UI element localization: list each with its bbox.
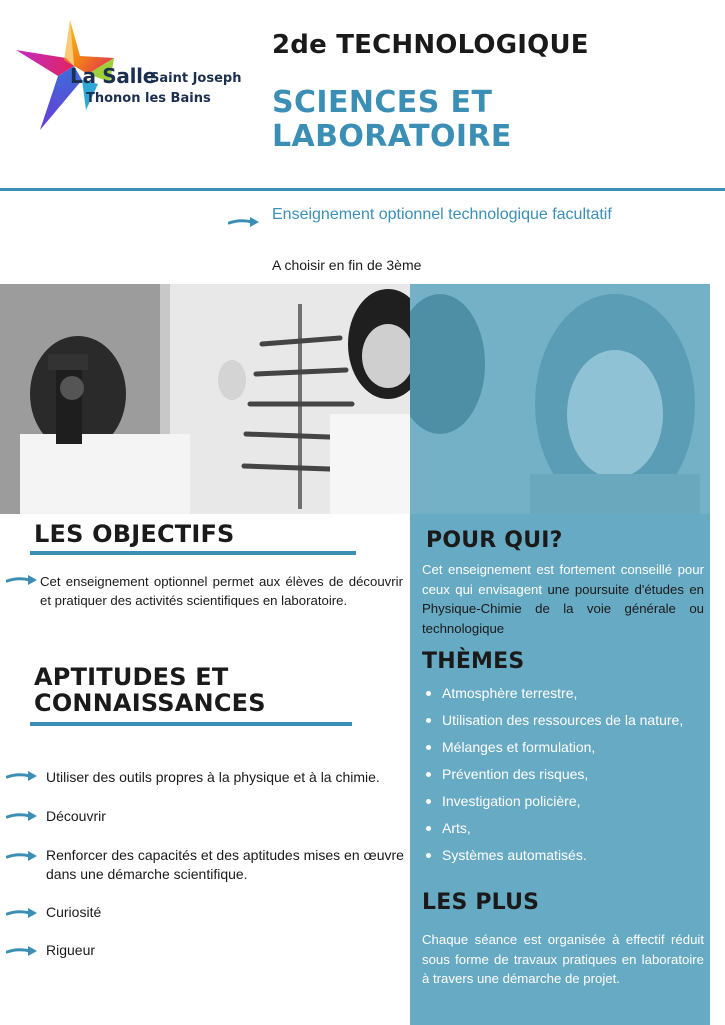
- objectifs-text: Cet enseignement optionnel permet aux élèves de découvrir et pratiquer des activités scientifiques en laboratoire.: [40, 574, 403, 608]
- themes-list: [424, 684, 704, 873]
- logo-text-thonon: Thonon les Bains: [86, 91, 211, 106]
- arrow-right-icon: [6, 945, 38, 957]
- page-title: 2de TECHNOLOGIQUE: [272, 30, 589, 60]
- page-subtitle: [272, 86, 632, 154]
- theme-item: Mélanges et formulation,: [424, 738, 704, 756]
- theme-item: Prévention des risques,: [424, 765, 704, 783]
- logo-text-la-salle: La Salle: [70, 64, 156, 88]
- student-photo-illustration: [410, 284, 710, 514]
- arrow-right-icon: [6, 810, 38, 822]
- arrow-right-icon: [228, 216, 260, 228]
- pour-qui-text-dark: une poursuite d'études en Physique-Chimie de la voie générale ou technologique: [422, 581, 704, 636]
- subtitle-line-2: LABORATOIRE: [272, 119, 512, 154]
- les-plus-heading: LES PLUS: [422, 890, 540, 915]
- logo-text-saint-joseph: Saint Joseph: [150, 71, 242, 86]
- objectifs-divider: [30, 551, 356, 555]
- pour-qui-text: [422, 560, 704, 638]
- aptitude-item: Découvrir: [46, 808, 106, 824]
- header-divider: [0, 188, 725, 191]
- pour-qui-text-light: Cet enseignement est fortement conseillé pour ceux qui envisagent: [422, 562, 704, 597]
- arrow-right-icon: [6, 574, 38, 586]
- aptitude-item: Renforcer des capacités et des aptitudes mises en œuvre dans une démarche scientifique.: [46, 847, 404, 882]
- themes-heading: THÈMES: [422, 649, 525, 674]
- aptitude-item: Rigueur: [46, 942, 96, 958]
- arrow-right-icon: [6, 770, 38, 782]
- option-label: Enseignement optionnel technologique facultatif: [272, 206, 612, 223]
- arrow-right-icon: [6, 850, 38, 862]
- theme-item: Arts,: [424, 819, 704, 837]
- pour-qui-heading: POUR QUI?: [426, 528, 563, 553]
- aptitudes-divider: [30, 722, 352, 726]
- student-photo: [410, 284, 710, 514]
- objectifs-heading: LES OBJECTIFS: [34, 520, 235, 548]
- lab-photo-illustration: [0, 284, 410, 514]
- les-plus-text: Chaque séance est organisée à effectif réduit sous forme de travaux pratiques en laboratoire à travers une démarche de projet.: [422, 932, 704, 986]
- theme-item: Utilisation des ressources de la nature,: [424, 711, 704, 729]
- theme-item: Atmosphère terrestre,: [424, 684, 704, 702]
- aptitudes-heading: APTITUDES ET CONNAISSANCES: [34, 663, 266, 717]
- aptitude-item: Curiosité: [46, 904, 102, 920]
- theme-item: Systèmes automatisés.: [424, 846, 704, 864]
- choose-note: A choisir en fin de 3ème: [272, 257, 422, 273]
- arrow-right-icon: [6, 907, 38, 919]
- aptitude-item: Utiliser des outils propres à la physique et à la chimie.: [46, 769, 380, 785]
- lab-photo: [0, 284, 410, 514]
- theme-item: Investigation policière,: [424, 792, 704, 810]
- subtitle-line-1: SCIENCES ET: [272, 85, 493, 120]
